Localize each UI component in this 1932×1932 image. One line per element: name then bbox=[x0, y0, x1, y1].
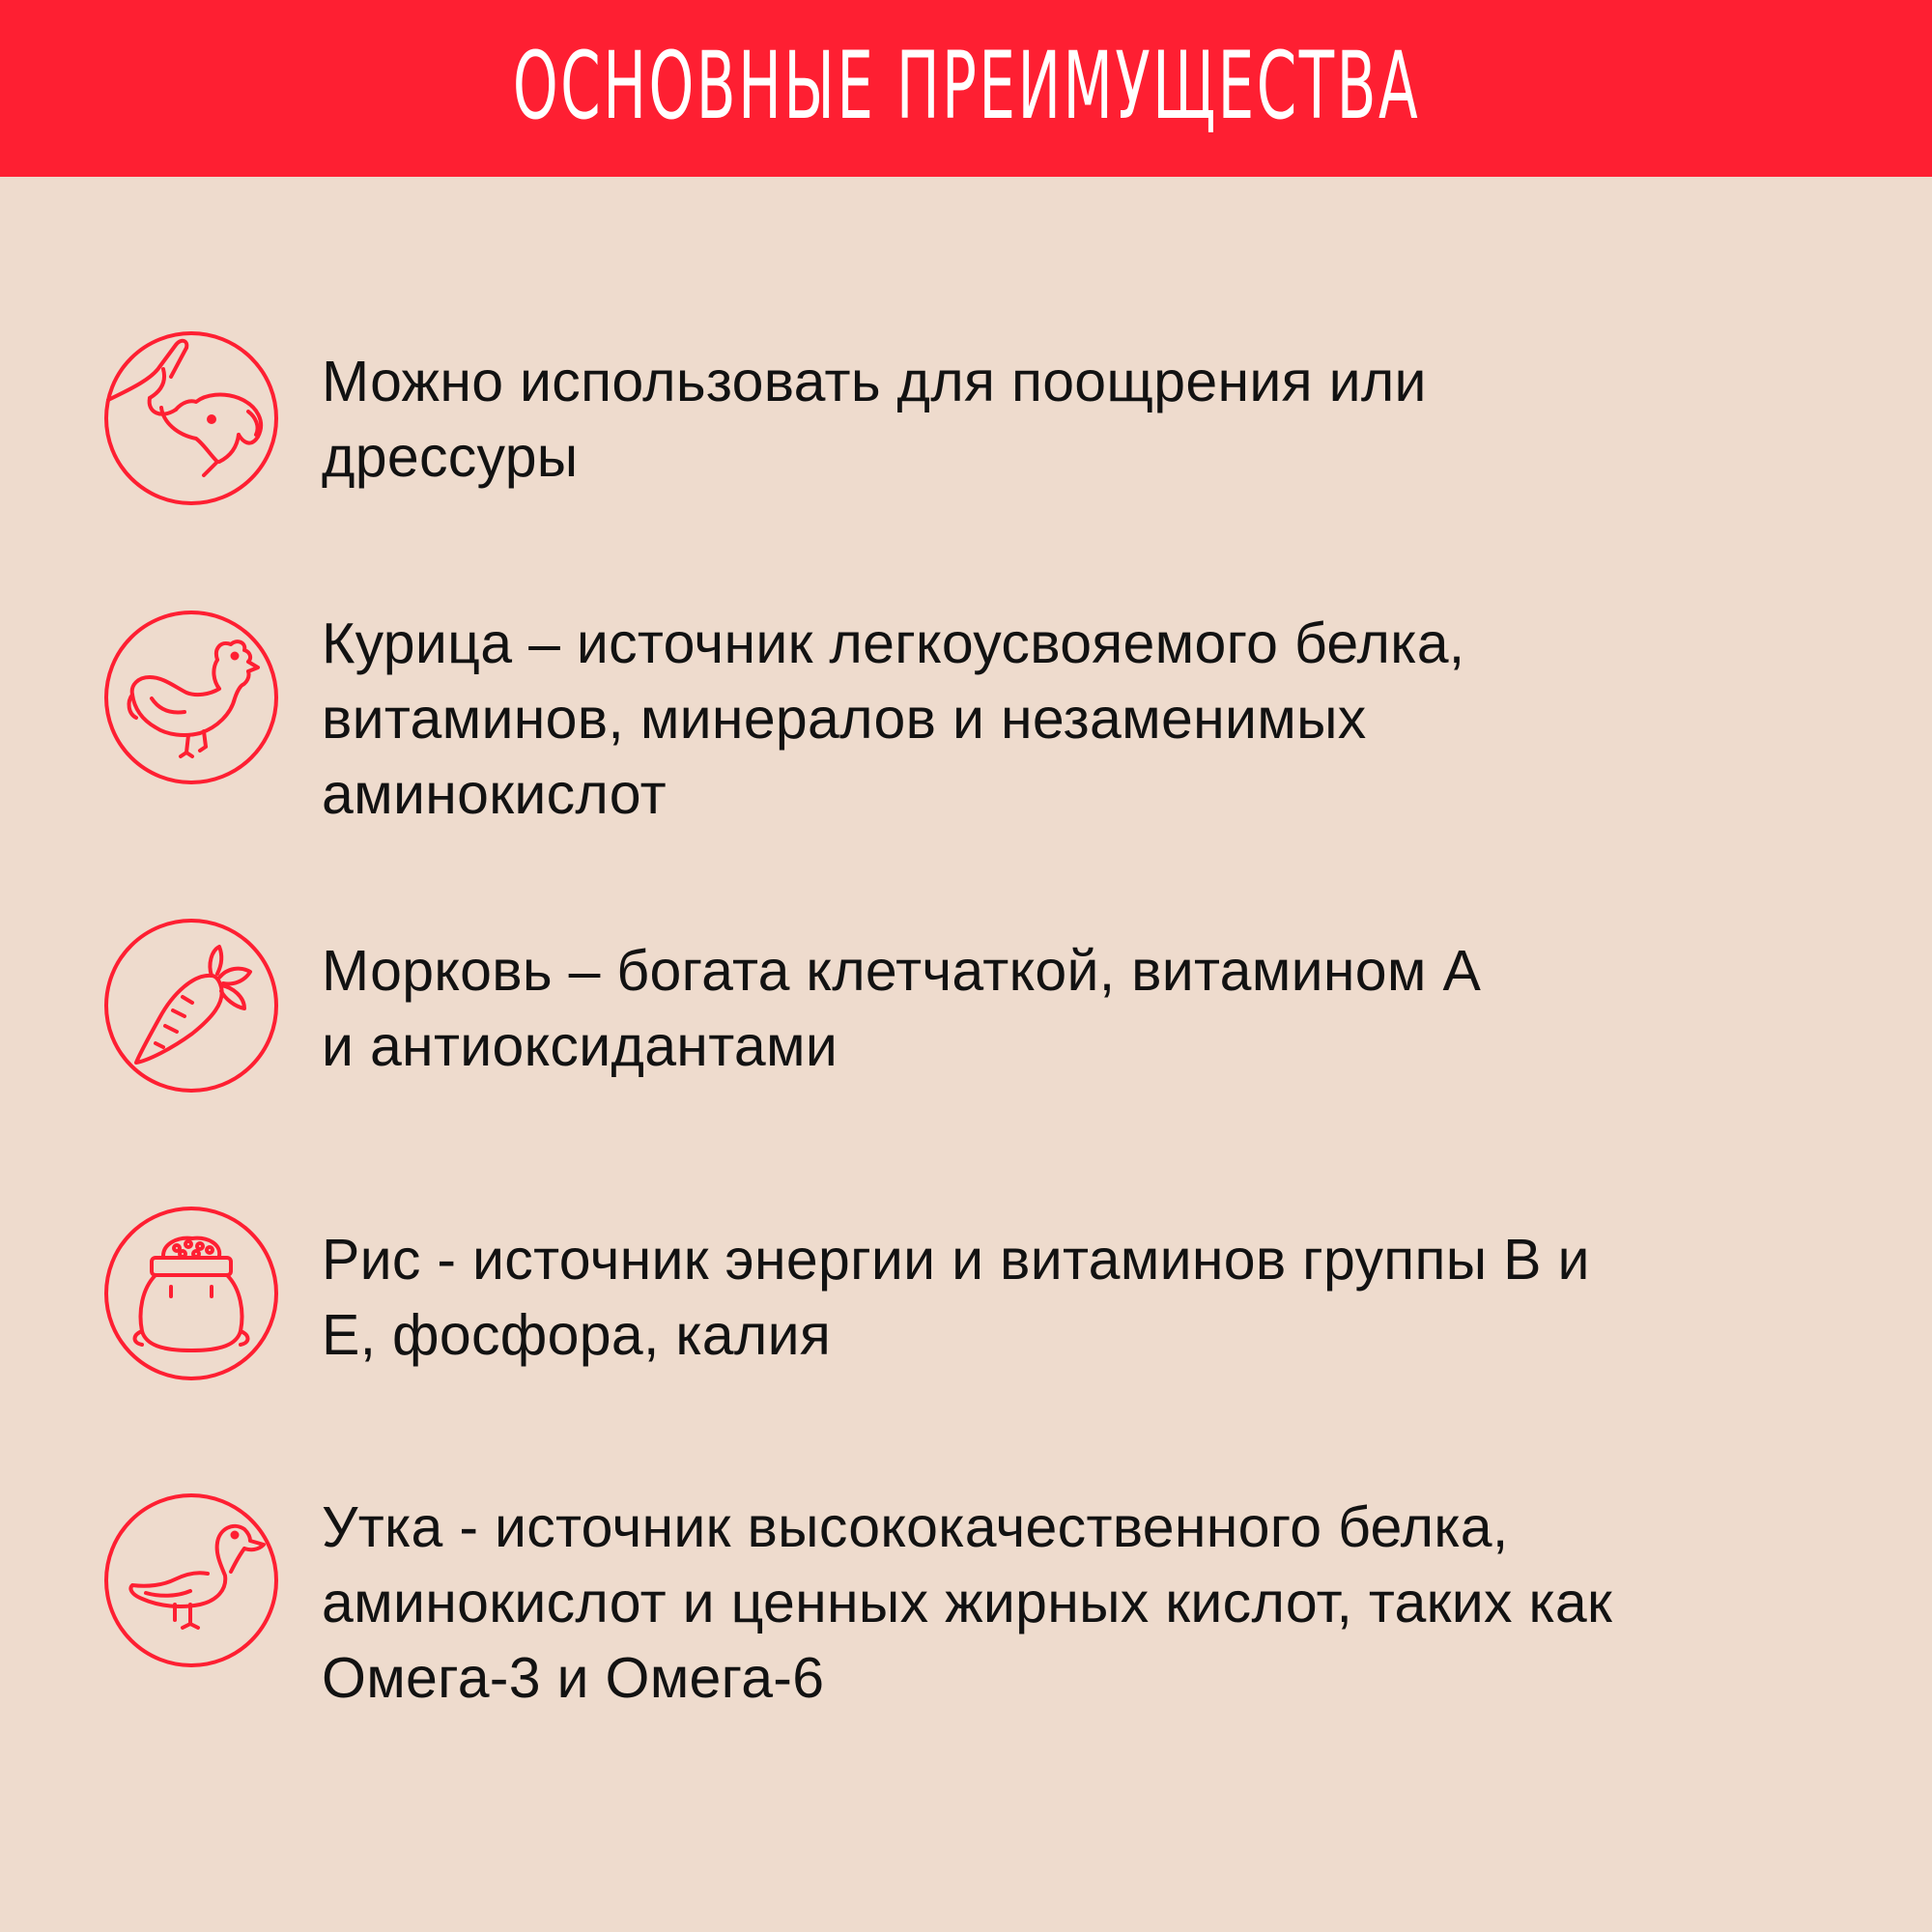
page-title: ОСНОВНЫЕ ПРЕИМУЩЕСТВА bbox=[512, 31, 1420, 140]
benefit-text-carrot: Морковь – богата клетчаткой, витамином А и антиоксидантами bbox=[322, 939, 1482, 1078]
benefit-text-rice: Рис - источник энергии и витаминов группы В и Е, фосфора, калия bbox=[322, 1228, 1590, 1367]
chicken-icon bbox=[103, 610, 279, 785]
duck-icon bbox=[103, 1492, 279, 1668]
benefit-text-training: Можно использовать для поощрения или дрессуры bbox=[322, 350, 1427, 489]
benefit-text-duck: Утка - источник высококачественного белка, аминокислот и ценных жирных кислот, таких как Омега-3 и Омега-6 bbox=[322, 1495, 1613, 1710]
header-banner bbox=[0, 0, 1932, 177]
benefit-text-chicken: Курица – источник легкоусвояемого белка, витаминов, минералов и незаменимых аминокислот bbox=[322, 611, 1465, 826]
rice-sack-icon bbox=[103, 1206, 279, 1381]
hand-dog-training-icon bbox=[103, 330, 279, 506]
carrot-icon bbox=[103, 918, 279, 1094]
